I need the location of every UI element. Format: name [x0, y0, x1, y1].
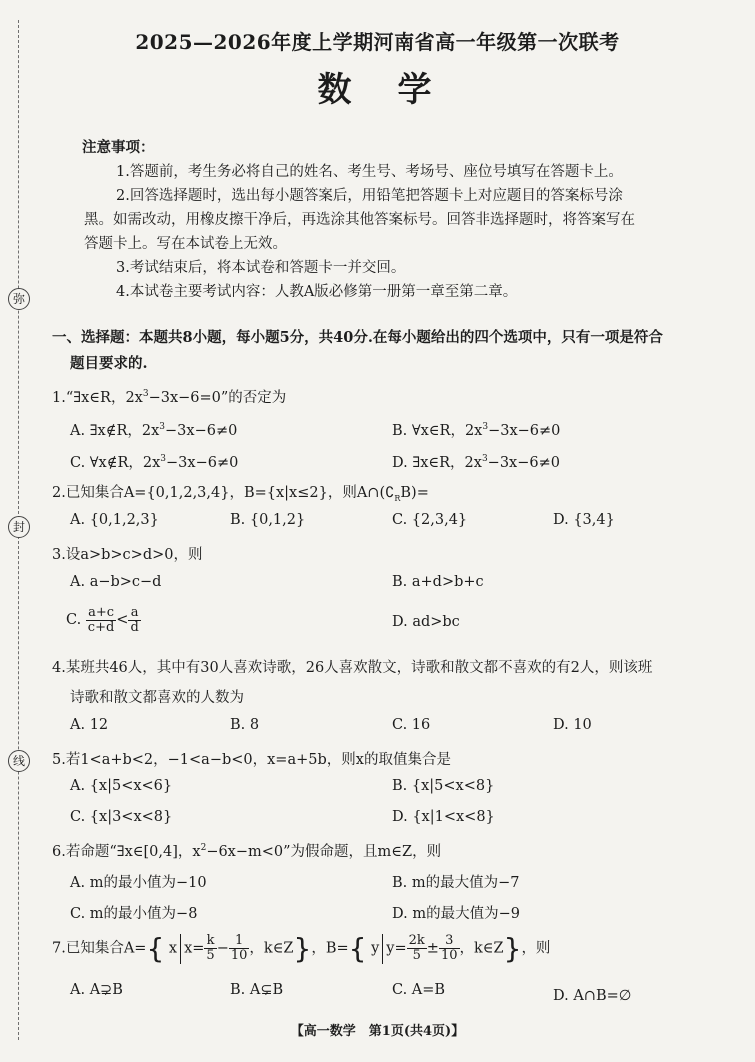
notes-line-3: 3.考试结束后，将本试卷和答题卡一并交回。 [116, 260, 406, 276]
q7-fraction-k-5: $\frac{k}{5}$ [206, 933, 215, 963]
question-2-stem: 2.已知集合A={0,1,2,3,4}，B={x|x≤2}，则$A\cap(∁_RB)=$ [52, 485, 429, 503]
q1-option-d: D. ∃x∈R，$2x^3-3x-6\ne 0$ [392, 454, 560, 471]
q7-fraction-3-10: $\frac{3}{10}$ [440, 933, 458, 963]
seal-mark-xian: 线 [8, 750, 30, 772]
q7-option-b: B. A⊊B [230, 982, 284, 998]
question-4-stem-line-1: 4.某班共46人，其中有30人喜欢诗歌，26人喜欢散文，诗歌和散文都不喜欢的有2人，则该班 [52, 660, 653, 676]
question-3-stem: 3.设a>b>c>d>0，则 [52, 547, 203, 563]
q4-option-c: C. 16 [392, 717, 431, 733]
page-footer: 【高一数学 第1页(共4页)】 [290, 1024, 465, 1039]
q3-c-fraction-2: $\frac{a}{d}$ [130, 605, 139, 635]
section-heading-line-1: 一、选择题：本题共8小题，每小题5分，共40分.在每小题给出的四个选项中，只有一项是符合 [52, 329, 663, 346]
q6-option-d: D. m的最大值为−9 [392, 906, 520, 922]
question-7-stem: 7.已知集合A={ x x= $\frac{k}{5}$ − $\frac{1}{10}$ ，k∈Z}，B={ y y= $\frac{2k}{5}$ ± $\frac{3}{10}$ ，k∈Z}，则 [52, 932, 551, 965]
q7-option-c: C. A=B [392, 982, 446, 998]
q1-option-b: B. ∀x∈R，$2x^3-3x-6\ne 0$ [392, 422, 561, 439]
q2-option-b: B. {0,1,2} [230, 512, 306, 528]
notes-line-2c: 答题卡上。写在本试卷上无效。 [84, 236, 287, 252]
q3-option-d: D. ad>bc [392, 614, 460, 630]
q5-option-c: C. {x|3<x<8} [70, 809, 173, 825]
q7-fraction-2k-5: $\frac{2k}{5}$ [408, 933, 425, 963]
subject-title: 数 学 [317, 70, 438, 110]
notes-line-2b: 黑。如需改动，用橡皮擦干净后，再选涂其他答案标号。回答非选择题时，将答案写在 [84, 212, 635, 228]
question-6-stem: 6.若命题“∃x∈[0,4]，$x^2-6x-m<0$”为假命题，且m∈Z，则 [52, 843, 442, 860]
q4-option-d: D. 10 [553, 717, 592, 733]
q2-option-c: C. {2,3,4} [392, 512, 468, 528]
q2-option-d: D. {3,4} [553, 512, 615, 528]
q5-option-d: D. {x|1<x<8} [392, 809, 495, 825]
notes-line-2a: 2.回答选择题时，选出每小题答案后，用铅笔把答题卡上对应题目的答案标号涂 [116, 188, 623, 204]
q6-option-c: C. m的最小值为−8 [70, 906, 198, 922]
q2-option-a: A. {0,1,2,3} [70, 512, 159, 528]
q1-option-a: A. ∃x∉R，$2x^3-3x-6\ne 0$ [70, 422, 238, 439]
q7-option-a: A. A⊋B [70, 982, 123, 998]
notes-line-1: 1.答题前，考生务必将自己的姓名、考生号、考场号、座位号填写在答题卡上。 [116, 164, 623, 180]
q3-option-b: B. a+d>b+c [392, 574, 484, 590]
q6-option-b: B. m的最大值为−7 [392, 875, 520, 891]
notes-line-4: 4.本试卷主要考试内容：人教A版必修第一册第一章至第二章。 [116, 284, 518, 300]
seal-mark-feng: 封 [8, 516, 30, 538]
q4-option-a: A. 12 [70, 717, 109, 733]
q6-option-a: A. m的最小值为−10 [70, 875, 207, 891]
q7-option-d: D. A∩B=∅ [553, 988, 632, 1004]
q3-c-fraction-1: $\frac{a+c}{c+d}$ [87, 605, 115, 635]
q5-option-a: A. {x|5<x<6} [70, 778, 173, 794]
q3-option-a: A. a−b>c−d [70, 574, 162, 590]
q7-fraction-1-10: $\frac{1}{10}$ [230, 933, 248, 963]
q1-option-c: C. ∀x∉R，$2x^3-3x-6\ne 0$ [70, 454, 239, 471]
q5-option-b: B. {x|5<x<8} [392, 778, 495, 794]
notes-heading: 注意事项： [82, 139, 155, 156]
question-1-stem: 1.“∃x∈R，$2x^3-3x-6=0$”的否定为 [52, 389, 287, 406]
question-4-stem-line-2: 诗歌和散文都喜欢的人数为 [70, 690, 244, 706]
exam-title: 2025—2026年度上学期河南省高一年级第一次联考 [135, 30, 620, 54]
q3-option-c: C. $\frac{a+c}{c+d}$ < $\frac{a}{d}$ [66, 605, 139, 635]
section-heading-line-2: 题目要求的. [70, 355, 148, 372]
question-5-stem: 5.若1<a+b<2，−1<a−b<0，x=a+5b，则x的取值集合是 [52, 752, 451, 768]
q4-option-b: B. 8 [230, 717, 260, 733]
seal-mark-mi: 弥 [8, 288, 30, 310]
